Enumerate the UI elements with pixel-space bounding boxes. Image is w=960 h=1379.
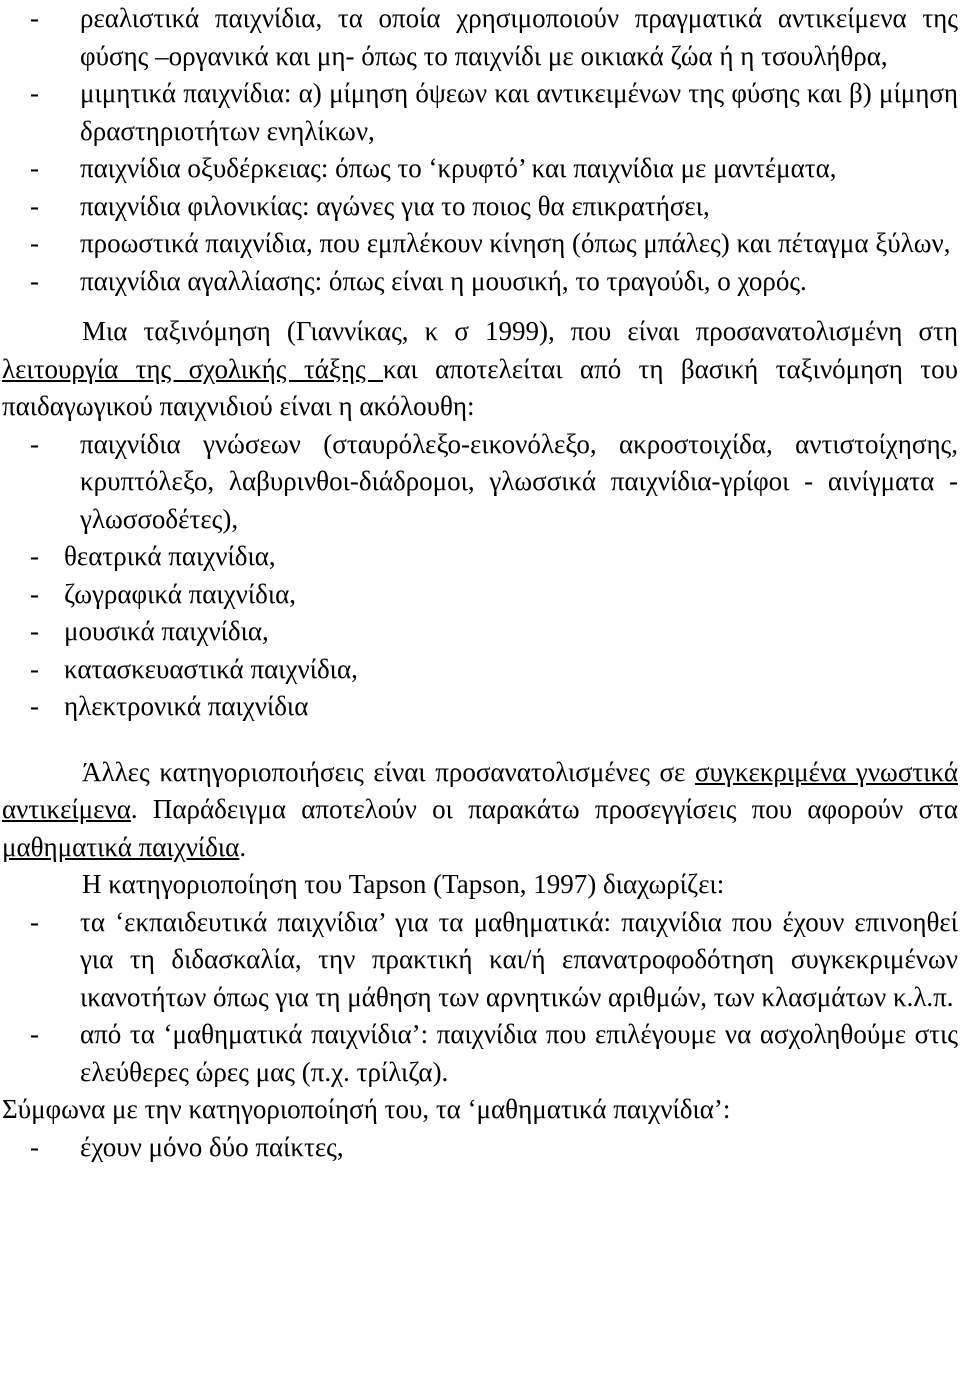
- list-item: - μουσικά παιχνίδια,: [22, 613, 958, 651]
- list-item: - έχουν μόνο δύο παίκτες,: [22, 1129, 958, 1167]
- list-item: - από τα ‘μαθηματικά παιχνίδια’: παιχνίδια που επιλέγουμε να ασχοληθούμε στις ελεύθερες ώρες μας (π.χ. τρίλιζα).: [22, 1016, 958, 1091]
- math-games-list: [2, 1129, 958, 1167]
- tapson-list: [2, 904, 958, 1092]
- underlined-term: συγκεκριμένα γνωστικά αντικείμενα: [2, 756, 959, 824]
- list-item: - τα ‘εκπαιδευτικά παιχνίδια’ για τα μαθηματικά: παιχνίδια που έχουν επινοηθεί για τη διδασκαλία, την πρακτική και/ή επανατροφοδότηση συγκεκριμένων ικανοτήτων όπως για τη μάθηση των αρνητικών αριθμών, των κλασμάτων κ.λ.π.: [22, 904, 958, 1017]
- list-dash: -: [30, 265, 39, 296]
- list-dash: -: [30, 906, 39, 937]
- list-item: - ζωγραφικά παιχνίδια,: [22, 576, 958, 614]
- tapson-summary-paragraph: Σύμφωνα με την κατηγοριοποίησή του, τα ‘μαθηματικά παιχνίδια’:: [2, 1094, 731, 1124]
- list-item: - θεατρικά παιχνίδια,: [22, 538, 958, 576]
- list-dash: -: [30, 616, 39, 646]
- list-item: - ρεαλιστικά παιχνίδια, τα οποία χρησιμοποιούν πραγματικά αντικείμενα της φύσης –οργανικά και μη- όπως το παιχνίδι με οικιακά ζώα ή η τσουλήθρα,: [22, 0, 958, 75]
- list-dash: -: [30, 541, 39, 571]
- list-item: - παιχνίδια αγαλλίασης: όπως είναι η μουσική, το τραγούδι, ο χορός.: [22, 263, 958, 301]
- list-item: - παιχνίδια οξυδέρκειας: όπως το ‘κρυφτό’ και παιχνίδια με μαντέματα,: [22, 150, 958, 188]
- list-dash: -: [30, 1019, 39, 1049]
- list-item: - ηλεκτρονικά παιχνίδια: [22, 688, 958, 726]
- list-dash: -: [30, 653, 39, 684]
- list-dash: -: [30, 190, 39, 221]
- other-categorizations-paragraph: Άλλες κατηγοριοποιήσεις είναι προσανατολισμένες σε συγκεκριμένα γνωστικά αντικείμενα. Παράδειγμα αποτελούν οι παρακάτω προσεγγίσεις που αφορούν στα μαθηματικά παιχνίδια.: [2, 756, 959, 862]
- classification-paragraph: Μια ταξινόμηση (Γιαννίκας, κ σ 1999), που είναι προσανατολισμένη στη λειτουργία της σχολικής τάξης και αποτελείται από τη βασική ταξινόμηση του παιδαγωγικού παιχνιδιού είναι η ακόλουθη:: [2, 316, 958, 421]
- list-dash: -: [30, 428, 39, 459]
- underlined-term: λειτουργία της σχολικής τάξης: [2, 353, 384, 384]
- list-dash: -: [30, 691, 39, 721]
- list-item: - κατασκευαστικά παιχνίδια,: [22, 651, 958, 689]
- list-item: - παιχνίδια φιλονικίας: αγώνες για το ποιος θα επικρατήσει,: [22, 188, 958, 226]
- list-item: - προωστικά παιχνίδια, που εμπλέκουν κίνηση (όπως μπάλες) και πέταγμα ξύλων,: [22, 225, 958, 263]
- underlined-term: μαθηματικά παιχνίδια: [2, 831, 240, 862]
- list-dash: -: [30, 1131, 39, 1162]
- list-dash: -: [30, 578, 39, 609]
- list-dash: -: [30, 3, 39, 33]
- list-dash: -: [30, 153, 39, 183]
- pedagogical-games-list: [2, 426, 958, 726]
- list-item: - παιχνίδια γνώσεων (σταυρόλεξο-εικονόλεξο, ακροστοιχίδα, αντιστοίχησης, κρυπτόλεξο, λαβυρινθοι-διάδρομοι, γλωσσικά παιχνίδια-γρίφοι - αινίγματα - γλωσσοδέτες),: [22, 426, 958, 539]
- list-dash: -: [30, 228, 39, 258]
- list-item: - μιμητικά παιχνίδια: α) μίμηση όψεων και αντικειμένων της φύσης και β) μίμηση δραστηριοτήτων ενηλίκων,: [22, 75, 958, 150]
- tapson-paragraph: Η κατηγοριοποίηση του Tapson (Tapson, 1997) διαχωρίζει:: [82, 869, 725, 899]
- list-dash: -: [30, 78, 39, 108]
- game-types-list: [2, 0, 958, 300]
